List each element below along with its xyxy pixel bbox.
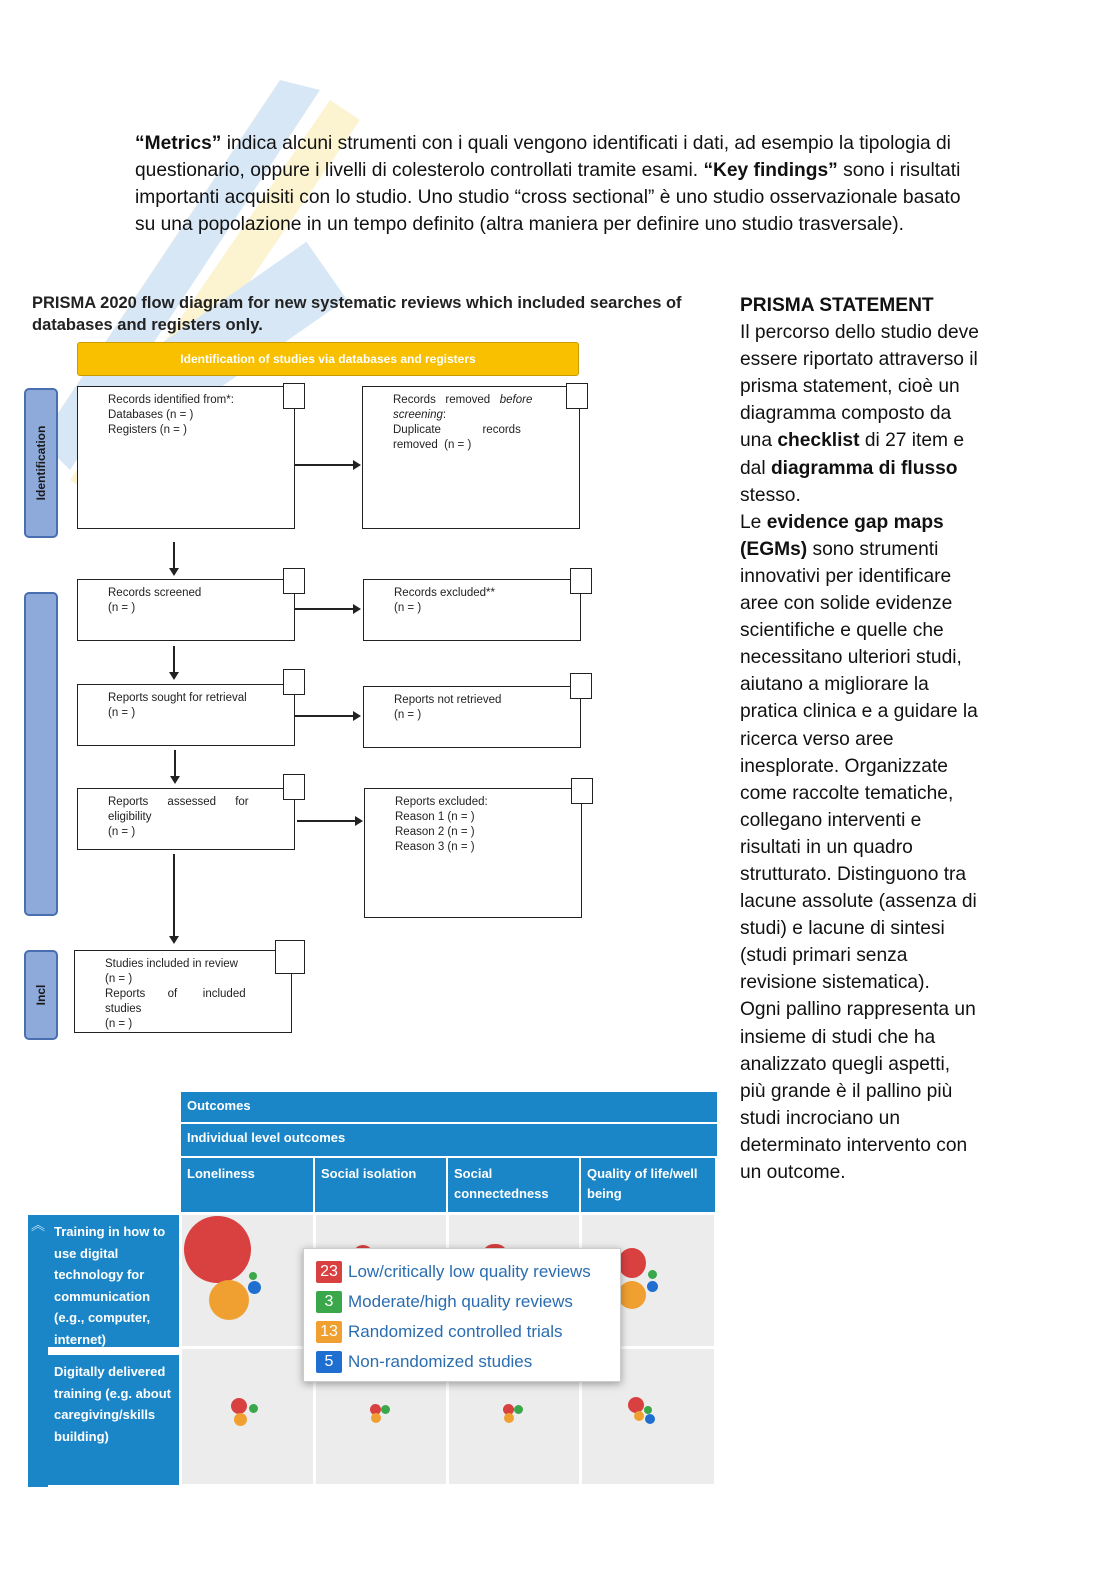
bubble-non-randomized[interactable]: [645, 1414, 655, 1424]
key-findings-definition: sono i risultati importanti acquisiti con lo studio. Uno studio “cross sectional” è uno studio osservazionale basato su una popolazione in un tempo definito (altra maniera per definire uno studio trasversale).: [135, 160, 961, 235]
box-records-screened: [77, 579, 295, 641]
bubble-rct[interactable]: [634, 1411, 644, 1421]
egm-column-quality-of-life: Quality of life/well being: [581, 1158, 717, 1212]
phase-included: [24, 950, 58, 1040]
legend-label: Non-randomized studies: [348, 1352, 533, 1371]
side-column: [740, 292, 980, 1186]
side-bold: diagramma di flusso: [770, 457, 958, 479]
checkbox-square: [283, 383, 305, 409]
box-records-removed: [362, 386, 580, 529]
side-paragraph-dots: Ogni pallino rappresenta un insieme di studi che ha analizzato quegli aspetti, più grande è il pallino più studi incrociano un determinato intervento con un outcome.: [740, 999, 976, 1183]
legend-label: Randomized controlled trials: [348, 1322, 563, 1341]
legend-item: [316, 1260, 591, 1284]
legend-item: [316, 1320, 563, 1344]
box-text: Studies included in review (n = ) Reports of included studies (n = ): [105, 958, 246, 1030]
egm-legend-tooltip: [303, 1248, 621, 1382]
box-text: : Duplicate records removed (n = ): [393, 409, 521, 451]
legend-item: [316, 1350, 532, 1374]
legend-count: 23: [316, 1261, 342, 1283]
bubble-moderate-quality[interactable]: [648, 1270, 657, 1279]
prisma-title: PRISMA 2020 flow diagram for new systematic reviews which included searches of databases and registers only.: [32, 294, 682, 334]
legend-count: 13: [316, 1321, 342, 1343]
checkbox-square: [283, 568, 305, 594]
box-reports-excluded: [364, 788, 582, 918]
arrow-right: [295, 464, 359, 466]
egm-cell[interactable]: [182, 1349, 316, 1487]
bubble-non-randomized[interactable]: [647, 1281, 658, 1292]
bubble-rct[interactable]: [371, 1413, 381, 1423]
side-text: Il percorso dello studio deve essere riportato attraverso il prisma statement, cioè un diagramma composto da una: [740, 322, 979, 452]
phase-screening: [24, 592, 58, 916]
prisma-banner: Identification of studies via databases and registers: [77, 342, 579, 376]
box-reports-sought: [77, 684, 295, 746]
box-text: Reports sought for retrieval (n = ): [108, 692, 247, 719]
arrow-down: [174, 750, 176, 782]
egm-row-training-digital: Training in how to use digital technology for communication (e.g., computer, internet): [48, 1215, 179, 1349]
box-text: Reports assessed for eligibility (n = ): [108, 796, 249, 838]
box-reports-not-retrieved: [363, 686, 581, 748]
legend-item: [316, 1290, 573, 1314]
checkbox-square: [570, 673, 592, 699]
arrow-right: [297, 820, 361, 822]
arrow-right: [295, 608, 359, 610]
arrow-right: [295, 715, 359, 717]
box-reports-assessed: [77, 788, 295, 850]
checkbox-square: [566, 383, 588, 409]
checkbox-square: [283, 774, 305, 800]
box-records-excluded: [363, 579, 581, 641]
bubble-low-quality[interactable]: [231, 1398, 247, 1414]
bubble-low-quality[interactable]: [184, 1216, 251, 1283]
arrow-down: [173, 542, 175, 574]
arrow-down: [173, 854, 175, 942]
bubble-rct[interactable]: [209, 1280, 249, 1320]
side-paragraph-egm: [740, 509, 980, 997]
egm-column-social-connectedness: Social connectedness: [448, 1158, 581, 1212]
side-text: di 27 item e dal: [740, 430, 965, 479]
legend-label: Moderate/high quality reviews: [348, 1292, 573, 1311]
side-bold: evidence gap maps (EGMs): [740, 511, 944, 560]
metrics-term: “Metrics”: [135, 133, 222, 154]
egm-header: [181, 1092, 717, 1158]
bubble-rct[interactable]: [618, 1281, 646, 1309]
checkbox-square: [570, 568, 592, 594]
bubble-rct[interactable]: [234, 1413, 247, 1426]
phase-label: Incl: [34, 984, 48, 1006]
bubble-moderate-quality[interactable]: [644, 1406, 652, 1414]
egm-individual-header: Individual level outcomes: [181, 1124, 717, 1158]
bubble-low-quality[interactable]: [618, 1248, 646, 1278]
box-text: Reports excluded: Reason 1 (n = ) Reason 2 (n = ) Reason 3 (n = ): [395, 796, 488, 853]
bubble-rct[interactable]: [504, 1413, 514, 1423]
bubble-non-randomized[interactable]: [248, 1281, 261, 1294]
side-text: sono strumenti innovativi per identificare aree con solide evidenze scientifiche e quelle che necessitano ulteriori studi, aiutano a migliorare la pratica clinica e a guidare la ricerca verso aree inesplorate. Organizzate come raccolte tematiche, collegano interventi e risultati in un quadro strutturato. Distinguono tra lacune assolute (assenza di studi) e lacune di sintesi (studi primari senza revisione sistematica).: [740, 538, 978, 994]
checkbox-square: [283, 669, 305, 695]
box-records-identified: [77, 386, 295, 529]
side-text: Le: [740, 511, 767, 533]
legend-label: Low/critically low quality reviews: [348, 1262, 591, 1281]
side-heading: PRISMA STATEMENT: [740, 295, 934, 316]
checkbox-square: [275, 940, 305, 974]
box-text: Records screened (n = ): [108, 587, 202, 614]
side-paragraph-prisma: [740, 319, 980, 509]
side-bold: checklist: [777, 430, 860, 452]
bubble-moderate-quality[interactable]: [249, 1272, 257, 1280]
arrow-down: [173, 646, 175, 678]
phase-identification: [24, 388, 58, 538]
chevron-up-icon[interactable]: ︽: [31, 1217, 45, 1233]
box-text: Records identified from*: Databases (n = ) Registers (n = ): [108, 394, 234, 436]
metrics-definition: indica alcuni strumenti con i quali vengono identificati i dati, ad esempio la tipologia di questionario, oppure i livelli di colesterolo controllati tramite esami.: [135, 133, 951, 181]
side-text: stesso.: [740, 484, 801, 506]
key-findings-term: “Key findings”: [703, 160, 838, 181]
box-text: Records removed: [393, 394, 500, 406]
box-text: Records excluded** (n = ): [394, 587, 496, 614]
egm-row-digital-training: Digitally delivered training (e.g. about caregiving/skills building): [48, 1355, 179, 1487]
egm-outcomes-header: Outcomes: [181, 1092, 717, 1124]
egm-column-social-isolation: Social isolation: [315, 1158, 448, 1212]
egm-collapse-bar[interactable]: [28, 1215, 48, 1487]
legend-count: 5: [316, 1351, 342, 1373]
bubble-moderate-quality[interactable]: [249, 1404, 258, 1413]
bubble-moderate-quality[interactable]: [514, 1405, 523, 1414]
legend-count: 3: [316, 1291, 342, 1313]
checkbox-square: [571, 778, 593, 804]
box-text-italic: before screening: [393, 394, 536, 421]
egm-column-loneliness: Loneliness: [181, 1158, 315, 1212]
bubble-moderate-quality[interactable]: [381, 1405, 390, 1414]
box-studies-included: [74, 950, 292, 1033]
box-text: Reports not retrieved (n = ): [394, 694, 502, 721]
phase-label: Identification: [34, 425, 48, 501]
intro-paragraph: [135, 130, 985, 238]
